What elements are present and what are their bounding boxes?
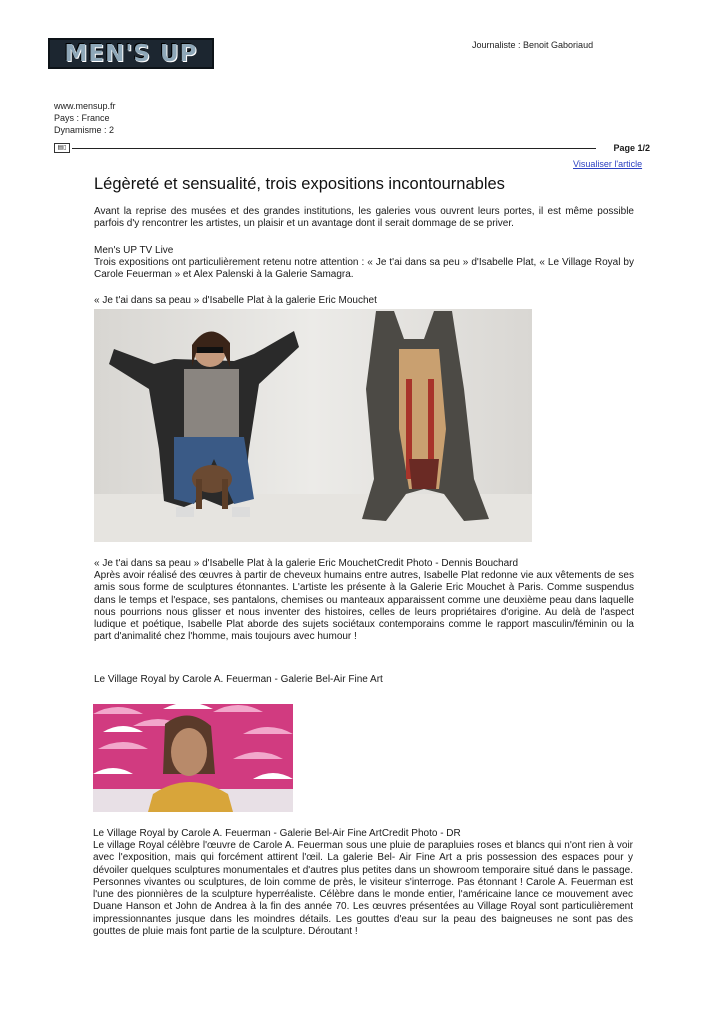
mensup-logo: MEN'S UP bbox=[48, 38, 214, 69]
journalist-label: Journaliste : Benoit Gaboriaud bbox=[472, 40, 594, 50]
section2-body: Le village Royal célèbre l'œuvre de Carole A. Feuerman sous une pluie de parapluies roses et blancs qui n'ont rien à voir avec l'exposition, mais qui forcément attirent l'œil. La galerie Bel- Air Fine Art a pris possession des espaces pour y dévoiler quelques sculptures monumentales et d'autres plus petites dans un showroom temporaire situé dans le passage. Personnes vivantes ou sculptures, de loin comme de près, le visiteur s'interroge. Pas étonnant ! Carole A. Feuerman est l'une des pionnières de la sculpture hyperréaliste. Célèbre dans le monde entier, l'américaine lance ce mouvement avec Duane Hanson et John de Andrea à la fin des année 70. Les œuvres présentées au Village Royal sont particulièrement impressionnantes jusque dans les moindres détails. Les gouttes d'eau sur la peau des baigneuses ne sont pas des gouttes de pluie mais font partie de la sculpture. Déroutant ! bbox=[93, 840, 633, 938]
photo1-caption: « Je t'ai dans sa peau » d'Isabelle Plat à la galerie Eric MouchetCredit Photo - Dennis Bouchard bbox=[94, 558, 519, 569]
section2-heading: Le Village Royal by Carole A. Feuerman - Galerie Bel-Air Fine Art bbox=[94, 674, 383, 685]
dynamism-label: Dynamisme : 2 bbox=[54, 125, 115, 135]
page-rule bbox=[54, 143, 650, 155]
article-title: Légèreté et sensualité, trois expositions incontournables bbox=[94, 175, 505, 193]
divider-line bbox=[72, 148, 596, 149]
document-icon: ▤▯ bbox=[54, 143, 70, 153]
photo2-caption: Le Village Royal by Carole A. Feuerman - Galerie Bel-Air Fine ArtCredit Photo - DR bbox=[93, 828, 461, 839]
tv-live-label: Men's UP TV Live bbox=[94, 245, 174, 256]
feuerman-photo bbox=[93, 704, 293, 812]
section1-body: Après avoir réalisé des œuvres à partir de cheveux humains entre autres, Isabelle Plat redonne vie aux vêtements de ses amis sous forme de sculptures étonnantes. L'artiste les présente à la Galerie Eric Mouchet à Paris. Comme suspendus dans le temps et l'espace, ses pantalons, chemises ou manteaux apparaissent comme une deuxième peau dans laquelle nous pourrions nous glisser et nous inventer des histoires, celles de leurs propriétaires d'origine. Au delà de l'aspect ludique et poétique, Isabelle Plat aborde des sujets sociétaux contemporains comme le rapport masculin/féminin ou la part d'animalité chez l'homme, mais toujours avec humour ! bbox=[94, 570, 634, 643]
source-meta bbox=[54, 100, 116, 136]
article-intro: Avant la reprise des musées et des grandes institutions, les galeries vous ouvrent leurs portes, il est même possible parfois d'y rencontrer les artistes, un plaisir et un avantage dont il serait dommage de se priver. bbox=[94, 206, 634, 230]
page-number: Page 1/2 bbox=[613, 143, 650, 153]
site-url: www.mensup.fr bbox=[54, 101, 116, 111]
view-article-link[interactable]: Visualiser l'article bbox=[573, 159, 643, 169]
isabelle-plat-photo bbox=[94, 309, 532, 542]
section1-heading: « Je t'ai dans sa peau » d'Isabelle Plat à la galerie Eric Mouchet bbox=[94, 295, 377, 306]
selection-paragraph: Trois expositions ont particulièrement retenu notre attention : « Je t'ai dans sa peu » d'Isabelle Plat, « Le Village Royal by Carole Feuerman » et Alex Palenski à la Galerie Samagra. bbox=[94, 257, 634, 281]
country-label: Pays : France bbox=[54, 113, 110, 123]
